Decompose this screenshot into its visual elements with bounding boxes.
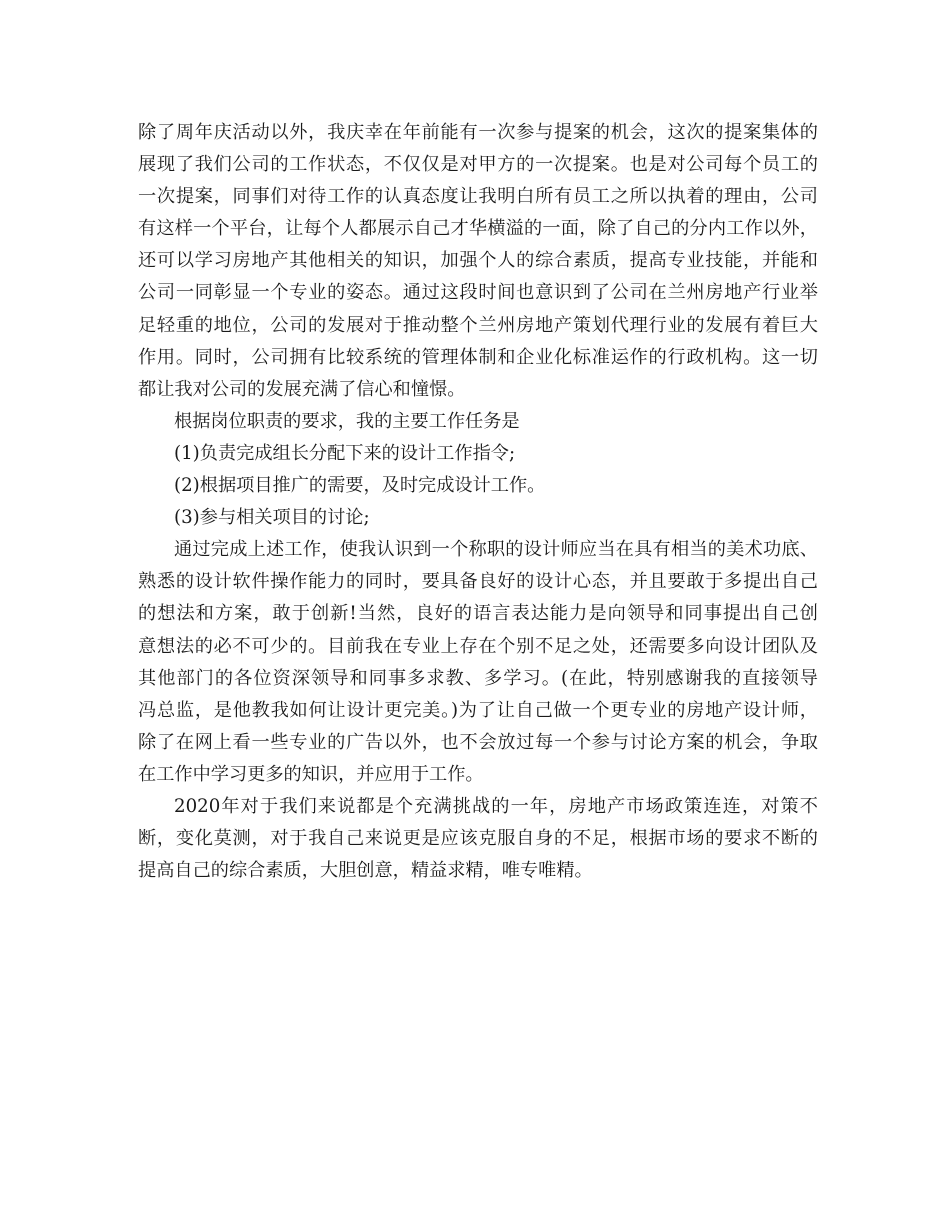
text-line: (3)参与相关项目的讨论;	[174, 507, 370, 529]
text-line: 足轻重的地位，公司的发展对于推动整个兰州房地产策划代理行业的发展有着巨大	[138, 314, 818, 336]
document-body	[138, 117, 818, 887]
text-line: 其他部门的各位资深领导和同事多求教、多学习。(在此，特别感谢我的直接领导	[138, 667, 818, 689]
paragraph	[138, 534, 818, 791]
text-line: 一次提案，同事们对待工作的认真态度让我明白所有员工之所以执着的理由，公司	[138, 186, 818, 208]
paragraph	[138, 502, 818, 534]
text-line: 都让我对公司的发展充满了信心和憧憬。	[138, 378, 466, 400]
text-line: 2020年对于我们来说都是个充满挑战的一年，房地产市场政策连连，对策不	[174, 795, 818, 817]
text-line: 有这样一个平台，让每个人都展示自己才华横溢的一面，除了自己的分内工作以外，	[138, 218, 818, 240]
text-line: 熟悉的设计软件操作能力的同时，要具备良好的设计心态，并且要敢于多提出自己	[138, 571, 818, 593]
text-line: 展现了我们公司的工作状态，不仅仅是对甲方的一次提案。也是对公司每个员工的	[138, 154, 818, 176]
text-line: (1)负责完成组长分配下来的设计工作指令;	[174, 442, 516, 464]
paragraph	[138, 438, 818, 470]
paragraph	[138, 406, 818, 438]
text-line: (2)根据项目推广的需要，及时完成设计工作。	[174, 475, 546, 497]
text-line: 根据岗位职责的要求，我的主要工作任务是	[174, 410, 520, 432]
text-line: 还可以学习房地产其他相关的知识，加强个人的综合素质，提高专业技能，并能和	[138, 250, 818, 272]
text-line: 冯总监，是他教我如何让设计更完美。)为了让自己做一个更专业的房地产设计师，	[138, 699, 818, 721]
text-line: 的想法和方案，敢于创新!当然，良好的语言表达能力是向领导和同事提出自己创	[138, 603, 818, 625]
text-line: 除了周年庆活动以外，我庆幸在年前能有一次参与提案的机会，这次的提案集体的	[138, 122, 818, 143]
text-line: 公司一同彰显一个专业的姿态。通过这段时间也意识到了公司在兰州房地产行业举	[138, 282, 818, 304]
text-line: 意想法的必不可少的。目前我在专业上存在个别不足之处，还需要多向设计团队及	[138, 635, 818, 657]
paragraph	[138, 117, 818, 406]
text-line: 提高自己的综合素质，大胆创意，精益求精，唯专唯精。	[138, 860, 593, 882]
paragraph	[138, 791, 818, 887]
text-line: 断，变化莫测，对于我自己来说更是应该克服自身的不足，根据市场的要求不断的	[138, 828, 818, 850]
text-line: 在工作中学习更多的知识，并应用于工作。	[138, 763, 484, 785]
text-line: 除了在网上看一些专业的广告以外，也不会放过每一个参与讨论方案的机会，争取	[138, 731, 818, 753]
text-line: 通过完成上述工作，使我认识到一个称职的设计师应当在具有相当的美术功底、	[174, 539, 818, 561]
paragraph	[138, 470, 818, 502]
text-line: 作用。同时，公司拥有比较系统的管理体制和企业化标准运作的行政机构。这一切	[138, 346, 818, 368]
